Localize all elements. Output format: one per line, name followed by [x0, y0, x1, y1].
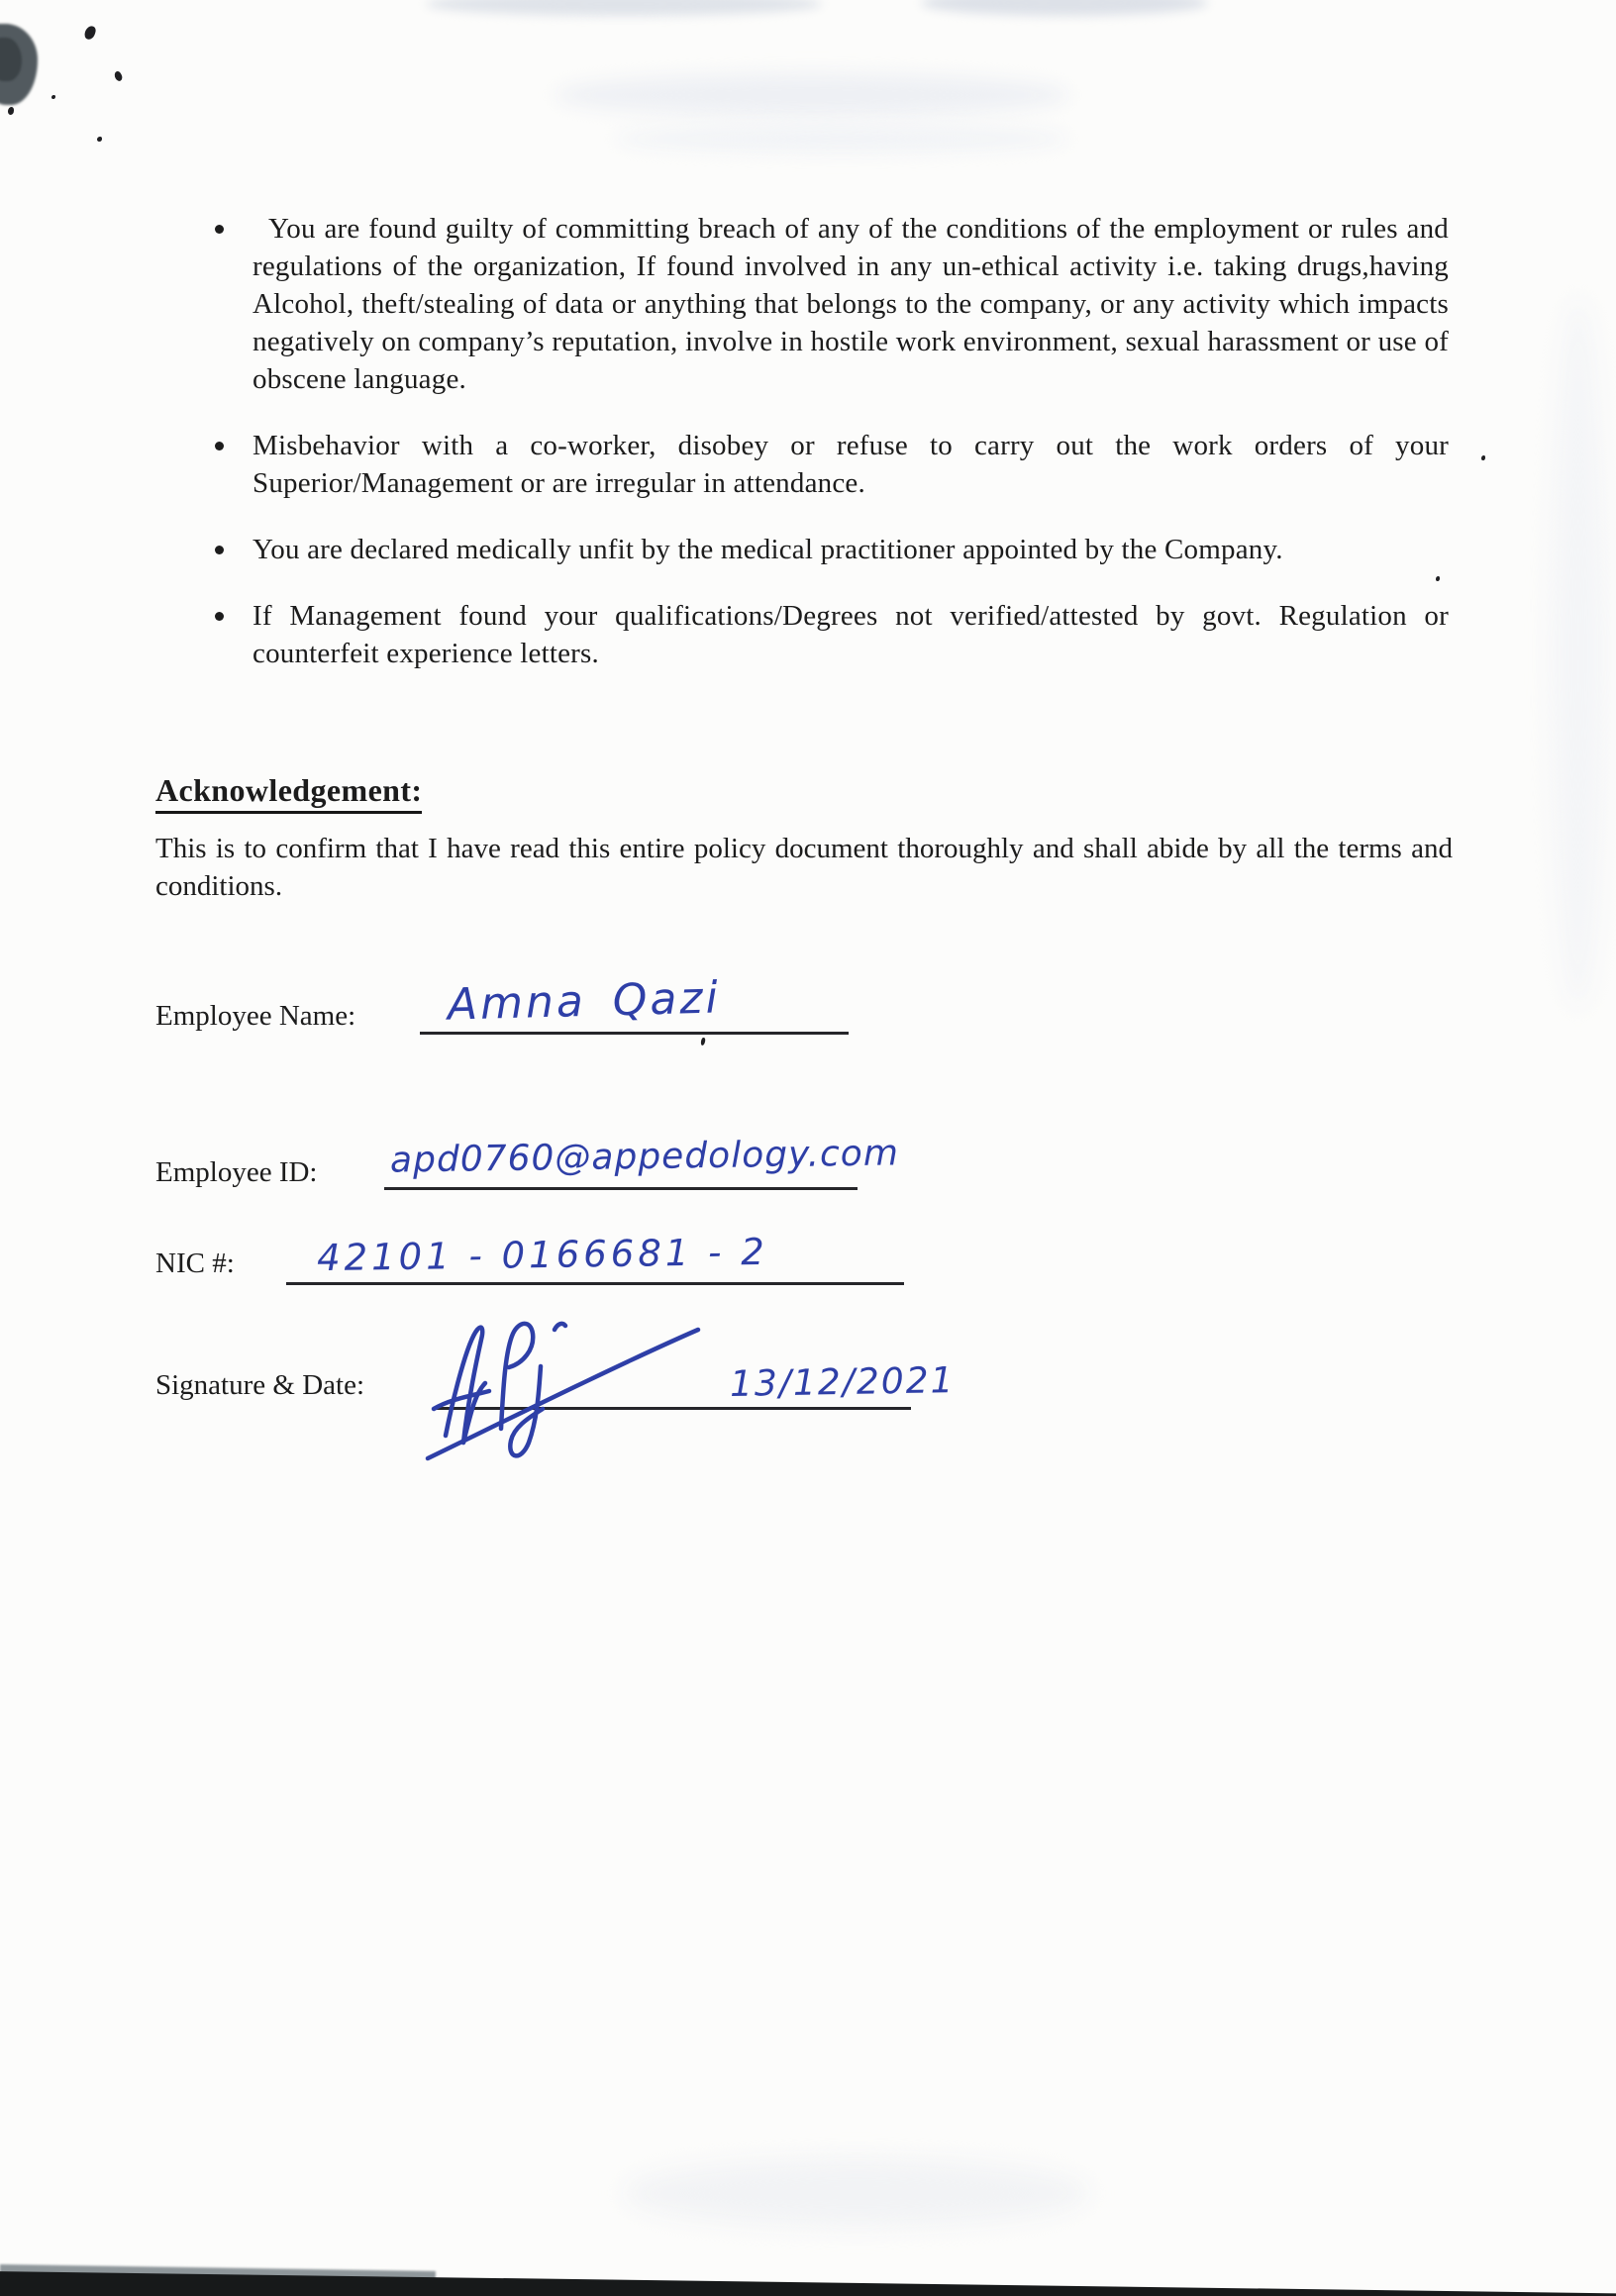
date-handwritten-value: 13/12/2021	[729, 1360, 956, 1405]
scan-speck	[1481, 455, 1485, 460]
bullet-item-medically-unfit	[213, 531, 1449, 568]
bullet-dot-icon	[215, 546, 224, 554]
nic-number-label: NIC #:	[155, 1248, 235, 1279]
scan-smudge	[555, 73, 1069, 117]
acknowledgement-heading	[155, 772, 422, 809]
scan-smudge	[1551, 297, 1606, 1010]
scan-smudge	[426, 0, 822, 16]
bullet-dot-icon	[215, 442, 224, 450]
employee-id-line	[384, 1187, 858, 1190]
employee-id-label: Employee ID:	[155, 1156, 318, 1188]
bullet-text: You are declared medically unfit by the medical practitioner appointed by the Company.	[252, 534, 1283, 565]
scan-smudge	[614, 125, 1069, 152]
bullet-item-breach	[213, 210, 1449, 398]
scan-smudge	[921, 0, 1208, 16]
scan-speck	[97, 137, 102, 142]
employee-id-handwritten-value: apd0760@appedology.com	[389, 1133, 900, 1181]
bullet-text: If Management found your qualifications/Degrees not verified/attested by govt. Regulation or counterfeit experience letters.	[252, 600, 1449, 669]
scan-speck	[113, 70, 124, 82]
scan-blob-artifact	[0, 24, 38, 105]
scan-blob-artifact	[0, 38, 22, 81]
scan-edge-gray	[0, 2264, 436, 2280]
bullet-dot-icon	[215, 612, 224, 621]
employee-name-handwritten-value: Amna Qazi	[447, 972, 722, 1031]
signature-date-label: Signature & Date:	[155, 1369, 365, 1401]
scan-speck	[8, 107, 14, 115]
scan-speck	[700, 1038, 706, 1047]
employee-name-label: Employee Name:	[155, 1000, 356, 1032]
scan-smudge	[624, 2158, 1089, 2228]
acknowledgement-heading-text: Acknowledgement:	[155, 772, 422, 814]
nic-number-handwritten-value: 42101 - 0166681 - 2	[316, 1230, 769, 1280]
bullet-dot-icon	[215, 225, 224, 234]
bullet-text: You are found guilty of committing breach of any of the conditions of the employment or rules and regulations of the organization, If found involved in any un-ethical activity i.e. taking drugs,having Alcohol, theft/stealing of data or anything that belongs to the company, or any activity which impacts negatively on company’s reputation, involve in hostile work environment, sexual harassment or use of obscene language.	[252, 213, 1449, 395]
scan-speck	[51, 95, 55, 99]
bullet-text: Misbehavior with a co-worker, disobey or refuse to carry out the work orders of your Superior/Management or are irregular in attendance.	[252, 430, 1449, 499]
handwritten-signature-icon	[416, 1312, 713, 1460]
scan-speck	[83, 25, 97, 41]
employee-name-line	[420, 1032, 849, 1035]
nic-number-line	[286, 1282, 904, 1285]
bullet-item-misbehavior	[213, 427, 1449, 502]
scan-edge-shadow	[0, 2271, 1616, 2296]
policy-bullet-list	[213, 210, 1449, 701]
acknowledgement-body: This is to confirm that I have read this entire policy document thoroughly and shall abide by all the terms and conditions.	[155, 833, 1453, 902]
bullet-item-qualifications	[213, 597, 1449, 672]
